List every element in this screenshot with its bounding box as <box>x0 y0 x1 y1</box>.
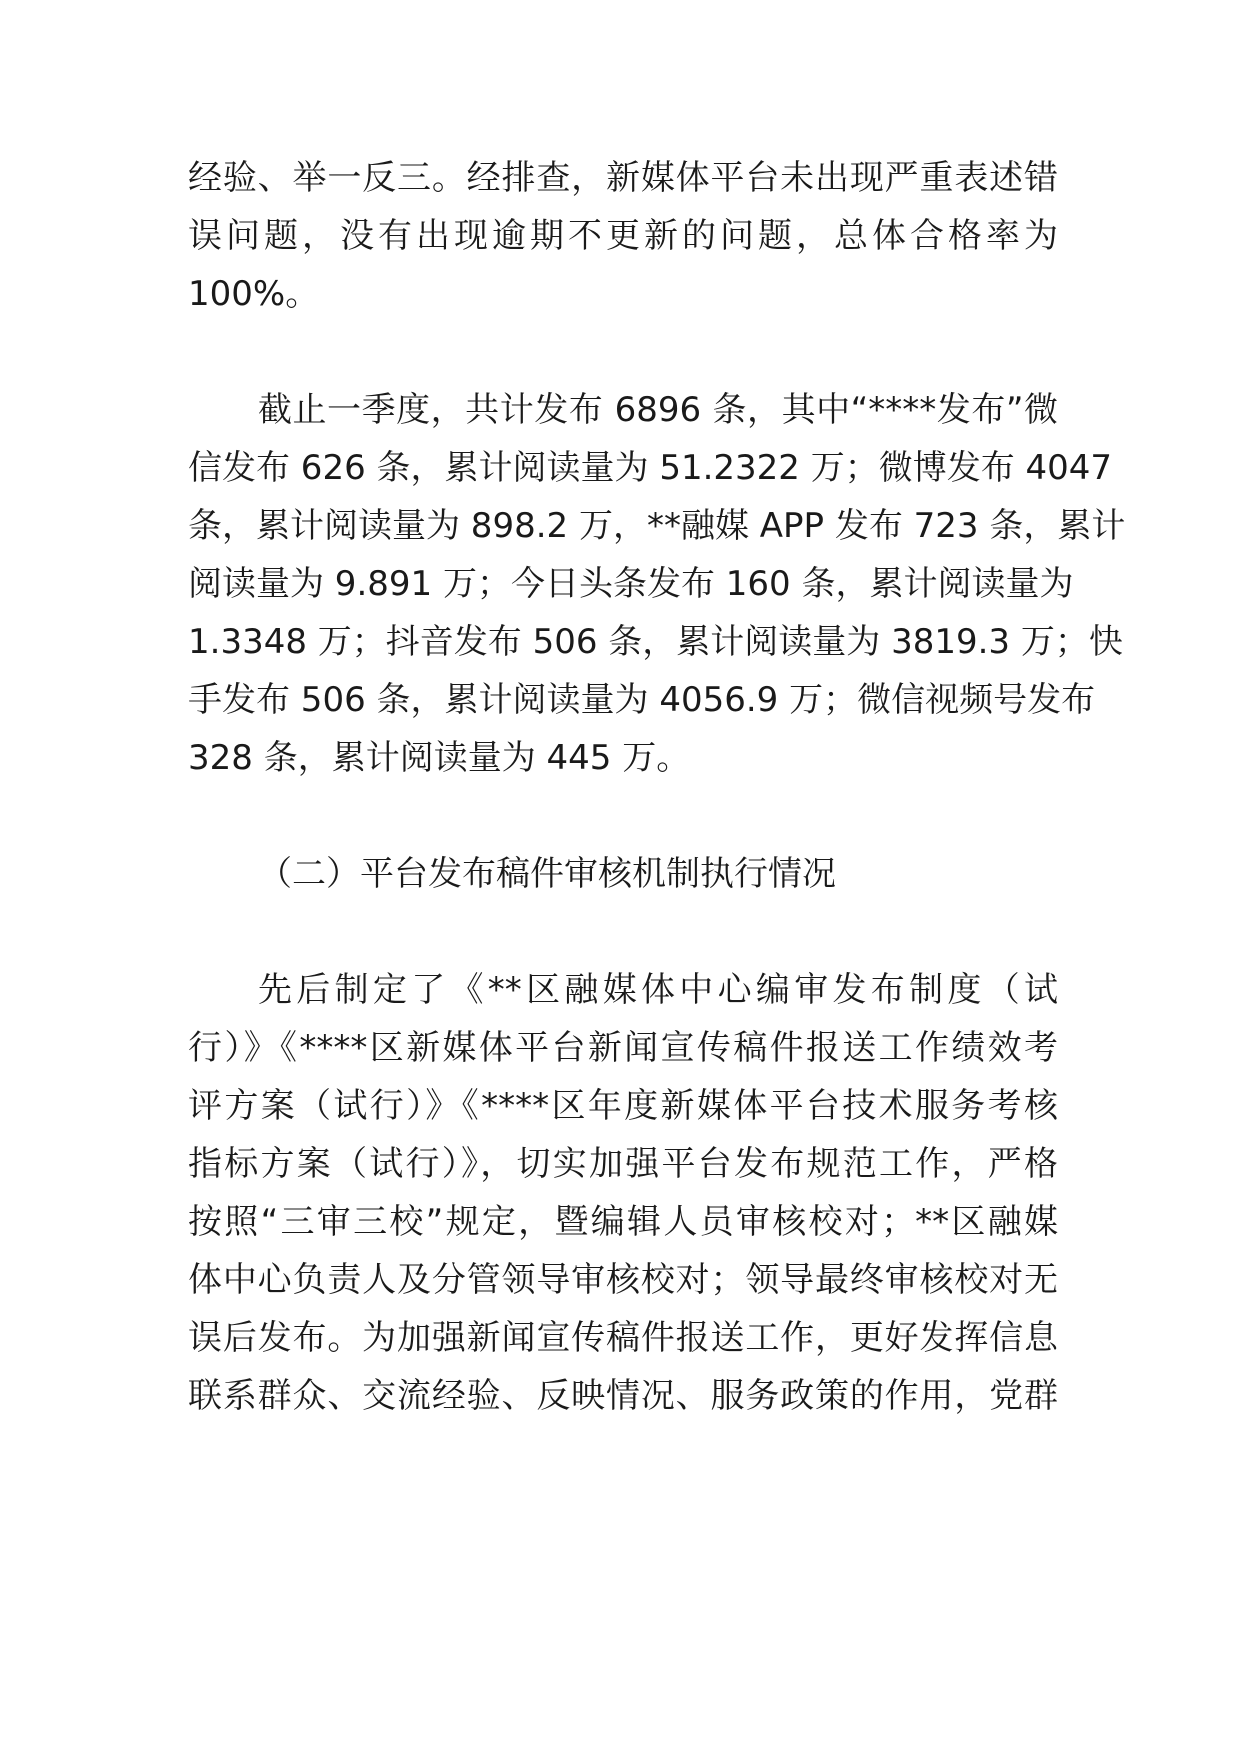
paragraph-1-line-2: 误问题，没有出现逾期不更新的问题，总体合格率为 <box>188 216 1058 256</box>
paragraph-3-line-2: 行）》《****区新媒体平台新闻宣传稿件报送工作绩效考 <box>188 1028 1058 1068</box>
section-heading: （二）平台发布稿件审核机制执行情况 <box>258 854 836 894</box>
paragraph-3-line-8: 联系群众、交流经验、反映情况、服务政策的作用，党群 <box>188 1376 1058 1416</box>
paragraph-3-line-1: 先后制定了《**区融媒体中心编审发布制度（试 <box>258 970 1058 1010</box>
paragraph-2-line-6: 手发布 506 条，累计阅读量为 4056.9 万；微信视频号发布 <box>188 680 1096 720</box>
paragraph-2-line-4: 阅读量为 9.891 万；今日头条发布 160 条，累计阅读量为 <box>188 564 1074 604</box>
paragraph-2-line-3: 条，累计阅读量为 898.2 万，**融媒 APP 发布 723 条，累计 <box>188 506 1126 546</box>
paragraph-3-line-4: 指标方案（试行）》，切实加强平台发布规范工作，严格 <box>188 1144 1058 1184</box>
paragraph-1-line-1: 经验、举一反三。经排查，新媒体平台未出现严重表述错 <box>188 158 1058 198</box>
paragraph-2-line-7: 328 条，累计阅读量为 445 万。 <box>188 738 691 778</box>
paragraph-1-line-3: 100%。 <box>188 274 320 314</box>
paragraph-2-line-1: 截止一季度，共计发布 6896 条，其中“****发布”微 <box>258 390 1058 430</box>
paragraph-3-line-7: 误后发布。为加强新闻宣传稿件报送工作，更好发挥信息 <box>188 1318 1058 1358</box>
paragraph-2-line-2: 信发布 626 条，累计阅读量为 51.2322 万；微博发布 4047 <box>188 448 1113 488</box>
paragraph-3-line-3: 评方案（试行）》《****区年度新媒体平台技术服务考核 <box>188 1086 1058 1126</box>
paragraph-3-line-6: 体中心负责人及分管领导审核校对；领导最终审核校对无 <box>188 1260 1058 1300</box>
paragraph-2-line-5: 1.3348 万；抖音发布 506 条，累计阅读量为 3819.3 万；快 <box>188 622 1123 662</box>
paragraph-3-line-5: 按照“三审三校”规定，暨编辑人员审核校对；**区融媒 <box>188 1202 1058 1242</box>
